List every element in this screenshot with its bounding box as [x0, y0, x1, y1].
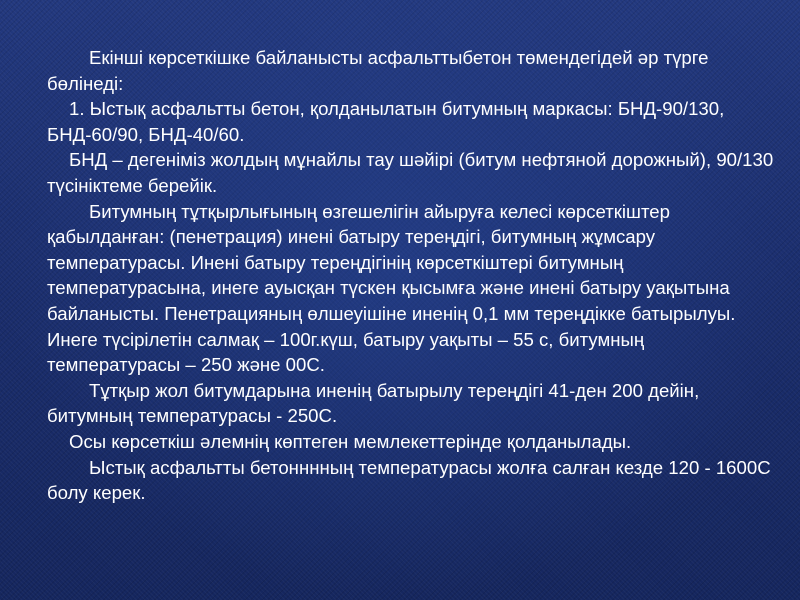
- slide-text-body: [47, 45, 777, 506]
- paragraph-viscous-bitumen-depth: Тұтқыр жол битумдарына иненің батырылу тереңдігі 41-ден 200 дейін, битумның температурасы - 250С.: [47, 379, 700, 427]
- paragraph-laying-temperature: Ыстық асфальтты бетонннның температурасы жолға салған кезде 120 - 1600С болу керек.: [47, 456, 771, 504]
- paragraph-hot-asphalt-grades: 1. Ыстық асфальтты бетон, қолданылатын битумның маркасы: БНД-90/130, БНД-60/90, БНД-40/60.: [47, 98, 725, 145]
- paragraph-bnd-definition: БНД – дегеніміз жолдың мұнайлы тау шәйірі (битум нефтяной дорожный), 90/130 түсініктеме берейік.: [47, 149, 774, 196]
- paragraph-classification-intro: Екінші көрсеткішке байланысты асфальттыбетон төмендегідей әр түрге бөлінеді:: [47, 47, 709, 94]
- paragraph-penetration-details: Битумның тұтқырлығының өзгешелігін айыруға келесі көрсеткіштер қабылданған: (пенетрация) инені батыру тереңдігі, битумның жұмсару температурасы. Инені батыру тереңдігінің көрсеткіштері битумның температурасына, инеге ауысқан түскен қысымға және инені батыру уақытына байланысты. Пенетрацияның өлшеуішіне иненің 0,1 мм тереңдікке батырылуы. Инеге түсірілетін салмақ – 100г.күш, батыру уақыты – 55 с, битумның температурасы – 250 және 00С.: [47, 200, 736, 376]
- paragraph-worldwide-usage: Осы көрсеткіш әлемнің көптеген мемлекеттерінде қолданылады.: [69, 430, 632, 452]
